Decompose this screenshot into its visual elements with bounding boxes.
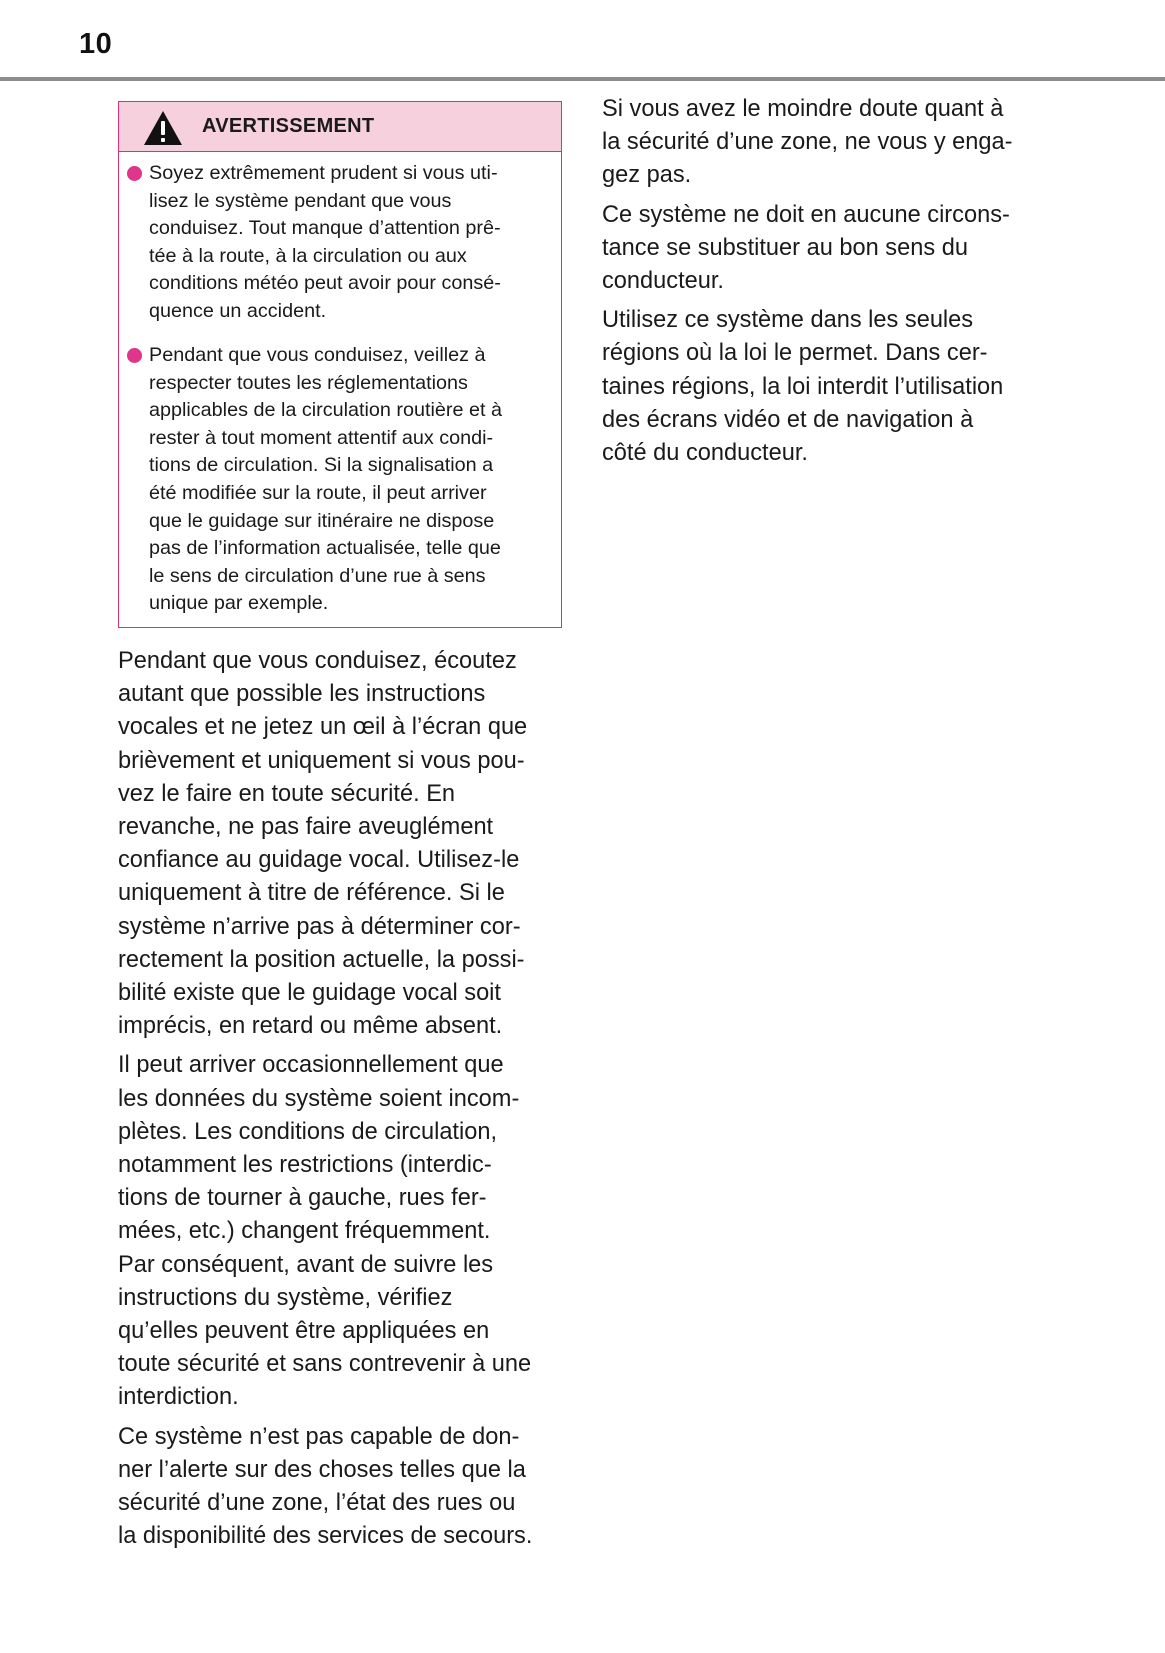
bullet-dot-icon	[127, 348, 142, 363]
warning-title: AVERTISSEMENT	[202, 115, 375, 137]
warning-triangle-icon	[143, 110, 183, 146]
body-paragraph: Pendant que vous conduisez, écoutez autant que possible les instructions vocales et ne jetez un œil à l’écran que brièvement et uniquement si vous pou- vez le faire en toute sécurité. En revanche, ne pas faire aveuglément confiance au guidage vocal. Utilisez-le uniquement à titre de référence. Si le système n’arrive pas à déterminer cor- rectement la position actuelle, la possi- bilité existe que le guidage vocal soit imprécis, en retard ou même absent.	[118, 648, 528, 1040]
body-paragraph: Il peut arriver occasionnellement que les données du système soient incom- plètes. Les conditions de circulation, notamment les restrictions (interdic- tions de tourner à gauche, rues fer- mées, etc.) changent fréquemment. Par conséquent, avant de suivre les instructions du système, vérifiez qu’elles peuvent être appliquées en toute sécurité et sans contrevenir à une interdiction.	[118, 1052, 532, 1411]
right-column	[602, 93, 1062, 476]
warning-item	[127, 342, 547, 618]
warning-header	[119, 102, 561, 152]
body-paragraph: Utilisez ce système dans les seules régions où la loi le permet. Dans cer- taines régions, la loi interdit l’utilisation des écrans vidéo et de navigation à côté du conducteur.	[602, 307, 1004, 467]
header-rule	[0, 77, 1165, 81]
body-paragraph: Ce système n’est pas capable de don- ner l’alerte sur des choses telles que la sécurité d’une zone, l’état des rues ou la disponibilité des services de secours.	[118, 1423, 533, 1550]
left-column	[118, 645, 568, 1559]
warning-box	[118, 101, 562, 628]
bullet-dot-icon	[127, 166, 142, 181]
body-paragraph: Ce système ne doit en aucune circons- tance se substituer au bon sens du conducteur.	[602, 201, 1010, 295]
warning-item	[127, 160, 547, 326]
warning-item-text: Pendant que vous conduisez, veillez à respecter toutes les réglementations applicables de la circulation routière et à rester à tout moment attentif aux condi- tions de circulation. Si la signalisation a été modifiée sur la route, il peut arriver que le guidage sur itinéraire ne dispose pas de l’information actualisée, telle que le sens de circulation d’une rue à sens unique par exemple.	[149, 344, 502, 615]
body-paragraph: Si vous avez le moindre doute quant à la sécurité d’une zone, ne vous y enga- gez pas.	[602, 96, 1013, 189]
page-number: 10	[79, 28, 113, 60]
warning-item-text: Soyez extrêmement prudent si vous uti- lisez le système pendant que vous conduisez. Tout manque d’attention prê- tée à la route, à la circulation ou aux conditions météo peut avoir pour consé- quence un accident.	[149, 162, 501, 322]
